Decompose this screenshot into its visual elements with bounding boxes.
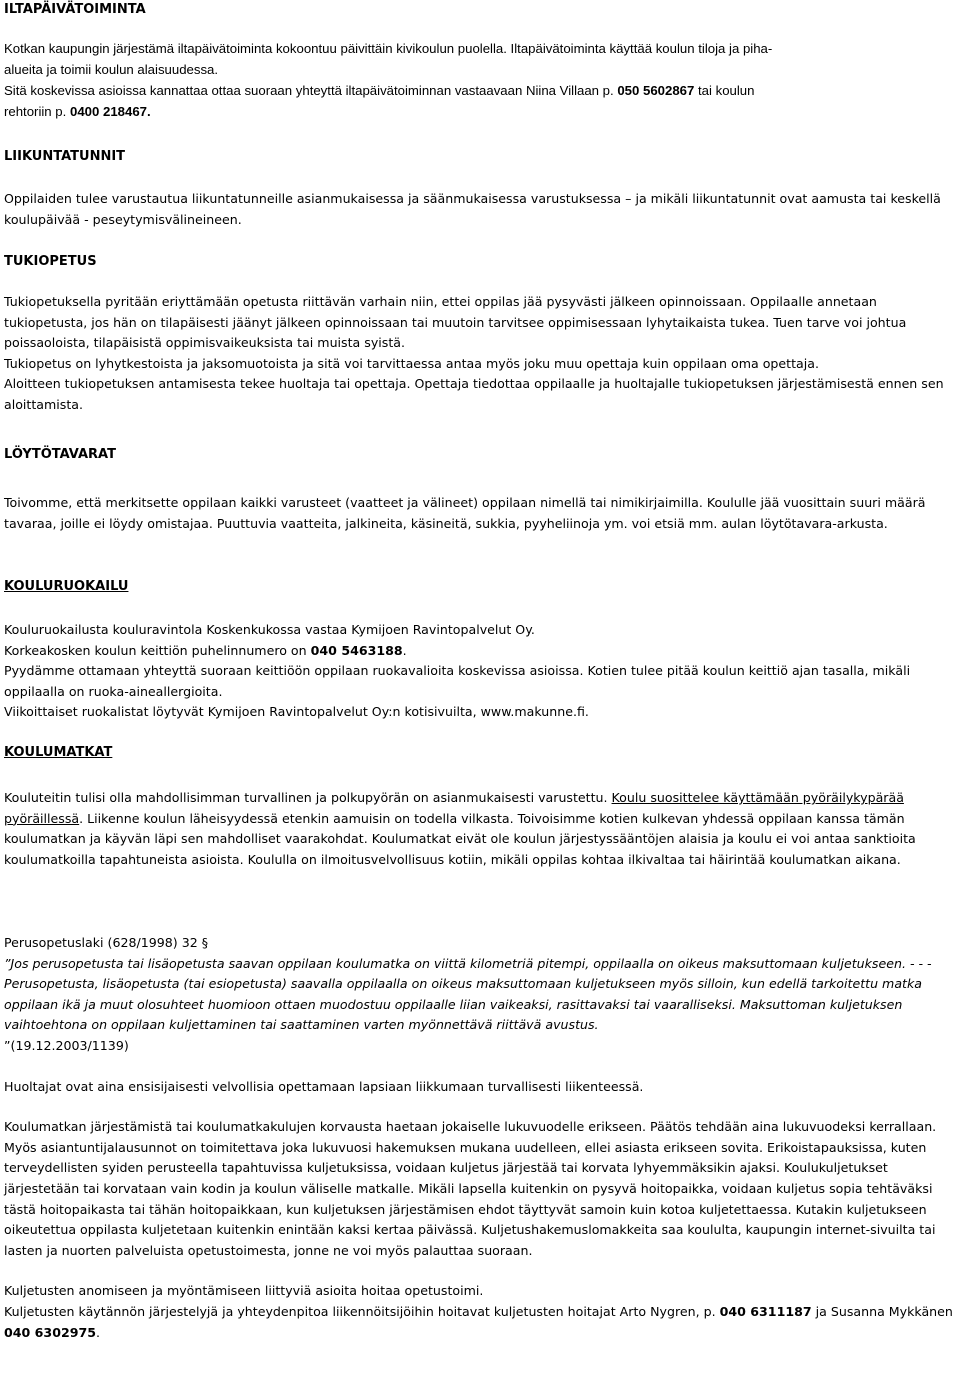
law-reference: Perusopetuslaki (628/1998) 32 § (4, 935, 209, 950)
phone-arto-nygren: 040 6311187 (719, 1303, 812, 1319)
kouluruokailu-line-4: Viikoittaiset ruokalistat löytyvät Kymijoen Ravintopalvelut Oy:n kotisivuilta, www.makunne.fi. (4, 704, 589, 720)
iltapaivatoiminta-text-2a: Sitä koskevissa asioissa kannattaa ottaa suoraan yhteyttä iltapäivätoiminnan vastaavaan Niina Villaan p. (4, 83, 618, 98)
iltapaivatoiminta-text-2b: tai koulun (694, 83, 755, 98)
heading-koulumatkat: KOULUMATKAT (4, 745, 113, 760)
phone-niina-villa: 050 5602867 (617, 83, 695, 98)
iltapaivatoiminta-text-1b: alueita ja toimii koulun alaisuudessa. (4, 62, 219, 77)
tukiopetus-paragraph-3: Aloitteen tukiopetuksen antamisesta tekee huoltaja tai opettaja. Opettaja tiedottaa oppilaalle ja huoltajalle tukiopetuksen järjestämisestä ennen sen aloittamista. (4, 376, 944, 412)
phone-susanna-mykkanen: 040 6302975 (4, 1324, 97, 1340)
iltapaivatoiminta-paragraph-1 (4, 38, 956, 122)
section-perusopetuslaki (4, 933, 956, 1343)
heading-liikuntatunnit: LIIKUNTATUNNIT (4, 149, 126, 164)
koulumatkat-text-a: Kouluteitin tulisi olla mahdollisimman turvallinen ja polkupyörän on asianmukaisesti varustettu. (4, 790, 612, 805)
liikuntatunnit-paragraph: Oppilaiden tulee varustautua liikuntatunneille asianmukaisessa ja säänmukaisessa varustuksessa – ja mikäli liikuntatunnit ovat aamusta tai keskellä koulupäivää - peseytymisvälineineen. (4, 191, 941, 227)
koulumatkat-text-b: . Liikenne koulun läheisyydessä etenkin aamuisin on todella vilkasta. Toivoisimme kotien kulkevan yhdessä oppilaan kanssa tämän koulumatkan ja käyvän läpi sen mahdolliset vaarakohdat. Koulumatkat eivät ole koulun järjestyssääntöjen alaisia ja koulu ei voi antaa sanktioita koulumatkoilla tapahtuneista asioista. Koululla on ilmoitusvelvollisuus kotiin, mikäli oppilas kohtaa ilkivaltaa tai häirintää koulumatkan aikana. (4, 810, 916, 867)
tukiopetus-paragraph-2: Tukiopetus on lyhytkestoista ja jaksomuotoista ja sitä voi tarvittaessa antaa myös joku muu opettaja kuin oppilaan oma opettaja. (4, 355, 819, 371)
heading-tukiopetus: TUKIOPETUS (4, 254, 97, 269)
kouluruokailu-line-3: Pyydämme ottamaan yhteyttä suoraan keittiöön oppilaan ruokavalioita koskevissa asioissa. Kotien tulee pitää koulun keittiö ajan tasalla, mikäli oppilaalla on ruoka-aineallergioita. (4, 663, 911, 699)
tukiopetus-paragraph-1: Tukiopetuksella pyritään eriyttämään opetusta riittävän varhain niin, ettei oppilas jää pysyvästi jälkeen opinnoissaan. Oppilaalle annetaan tukiopetusta, jos hän on tilapäisesti jäänyt jälkeen opinnoissaan tai muutoin tarvitsee oppimisessaan lyhytaikaista tukea. Tuen tarve voi johtua poissaoloista, tilapäisistä oppimisvaikeuksista tai muista syistä. (4, 294, 907, 351)
section-iltapaivatoiminta (4, 0, 956, 122)
heading-loytotavarat: LÖYTÖTAVARAT (4, 447, 116, 462)
phone-rehtori: 0400 218467. (69, 104, 151, 119)
section-kouluruokailu (4, 577, 956, 723)
section-loytotavarat (4, 445, 956, 534)
koulumatkat-underlined-text: Koulu suosittelee käyttämään pyöräilykypärää pyöräillessä (4, 790, 904, 826)
kuljetus-paragraph-1: Huoltajat ovat aina ensisijaisesti velvollisia opettamaan lapsiaan liikkumaan turvallisesti liikenteessä. (4, 1078, 644, 1094)
section-tukiopetus (4, 252, 956, 416)
law-date: ”(19.12.2003/1139) (4, 1037, 129, 1053)
kouluruokailu-text-2b: . (402, 642, 407, 658)
kuljetus-paragraph-2: Koulumatkan järjestämistä tai koulumatkakulujen korvausta haetaan jokaiselle lukuvuodelle erikseen. Päätös tehdään aina lukuvuodeksi kerrallaan. Myös asiantuntijalausunnot on toimitettava joka lukuvuosi hakemuksen mukana uudelleen, ellei asiasta erikseen sovita. Erikoistapauksissa, kuten terveydellisten syiden perusteella tapahtuvissa kuljetuksissa, voidaan kuljetus järjestää tai korvata lyhyemmäksikin ajaksi. Koulukuljetukset järjestetään tai korvataan vain kodin ja koulun väliselle matkalle. Mikäli lapsella kuitenkin on pysyvä hoitopaikka, voidaan kuljetus sopia tehtäväksi tästä hoitopaikasta tai tähän hoitopaikkaan, kun kuljetuksen järjestämisen ehdot täyttyvät samoin kuin kotoa kuljetettaessa. Kutakin kuljetukseen oikeutettua oppilasta kuljetetaan kuitenkin enintään kaksi kertaa päivässä. Kuljetushakemuslomakkeita saa koululta, kaupungin internet-sivuilta tai lasten ja nuorten palveluista opetustoimesta, jonne ne voi myös palauttaa suoraan. (4, 1119, 937, 1258)
kuljetus-text-4b: ja Susanna Mykkänen (811, 1303, 953, 1319)
koulumatkat-paragraph (4, 788, 956, 870)
heading-iltapaivatoiminta: ILTAPÄIVÄTOIMINTA (4, 2, 146, 17)
section-koulumatkat (4, 743, 956, 870)
kuljetus-text-4c: . (96, 1324, 101, 1340)
section-liikuntatunnit (4, 147, 956, 230)
phone-keittio: 040 5463188 (310, 642, 403, 658)
heading-kouluruokailu: KOULURUOKAILU (4, 579, 129, 594)
kouluruokailu-line-2 (4, 641, 956, 662)
kuljetus-paragraph-4 (4, 1302, 956, 1343)
iltapaivatoiminta-text-1a: Kotkan kaupungin järjestämä iltapäivätoiminta kokoontuu päivittäin kivikoulun puolella. Iltapäivätoiminta käyttää koulun tiloja ja piha- (4, 41, 773, 56)
kuljetus-paragraph-3: Kuljetusten anomiseen ja myöntämiseen liittyviä asioita hoitaa opetustoimi. (4, 1283, 484, 1299)
kouluruokailu-text-2a: Korkeakosken koulun keittiön puhelinnumero on (4, 642, 311, 658)
iltapaivatoiminta-text-2c: rehtoriin p. (4, 104, 70, 119)
kuljetus-text-4a: Kuljetusten käytännön järjestelyjä ja yhteydenpitoa liikennöitsijöihin hoitavat kuljetusten hoitajat Arto Nygren, p. (4, 1303, 720, 1319)
loytotavarat-paragraph: Toivomme, että merkitsette oppilaan kaikki varusteet (vaatteet ja välineet) oppilaan nimellä tai nimikirjaimilla. Koululle jää vuosittain suuri määrä tavaraa, joille ei löydy omistajaa. Puuttuvia vaatteita, jalkineita, käsineitä, sukkia, pyyheliinoja ym. voi etsiä mm. aulan löytötavara-arkusta. (4, 495, 926, 531)
law-quote: ”Jos perusopetusta tai lisäopetusta saavan oppilaan koulumatka on viittä kilometriä pitempi, oppilaalla on oikeus maksuttomaan kuljetukseen. - - - Perusopetusta, lisäopetusta (tai esiopetusta) saavalla oppilaalla on oikeus maksuttomaan kuljetukseen myös silloin, kun edellä tarkoitettu matka oppilaan ikä ja muut olosuhteet huomioon ottaen muodostuu oppilaalle liian vaikeaksi, rasittavaksi tai vaaralliseksi. Maksuttoman kuljetuksen vaihtoehtona on oppilaan kuljettaminen tai saattaminen varten myönnettävä riittävä avustus. (4, 955, 932, 1033)
kouluruokailu-line-1: Kouluruokailusta kouluravintola Koskenkukossa vastaa Kymijoen Ravintopalvelut Oy. (4, 622, 535, 637)
